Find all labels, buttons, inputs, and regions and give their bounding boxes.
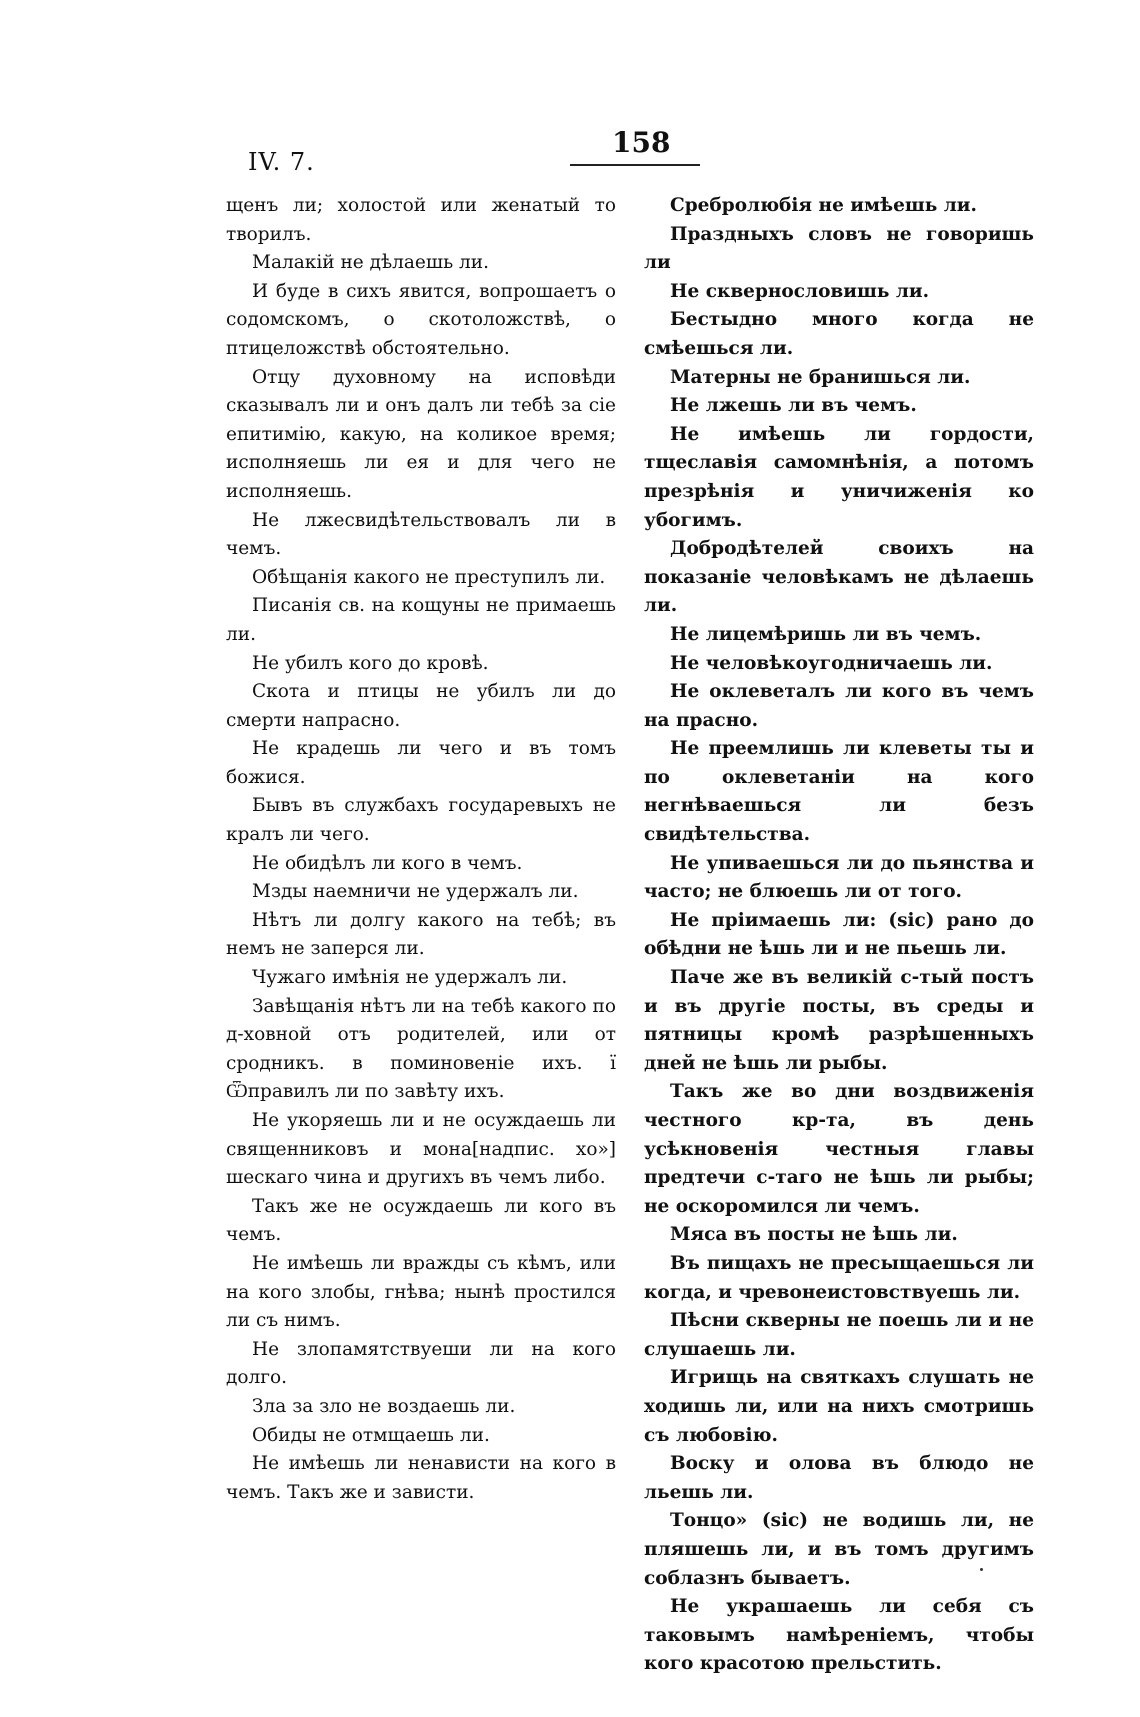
- paragraph: Завѣщанія нѣтъ ли на тебѣ какого по д-ховной отъ родителей, или от сродникъ. в поминовеніе ихъ. ї Ѿправилъ ли по завѣту ихъ.: [226, 995, 616, 1103]
- paragraph: Не убилъ кого до кровѣ.: [252, 652, 489, 674]
- paragraph: Скота и птицы не убилъ ли до смерти напрасно.: [226, 681, 616, 731]
- paragraph: Игрищь на святкахъ слушать не ходишь ли, или на нихъ смотришь съ любовію.: [644, 1367, 1034, 1446]
- paragraph: Не оклеветалъ ли кого въ чемъ на прасно.: [644, 681, 1034, 731]
- paragraph: Не лжешь ли въ чемъ.: [670, 395, 917, 417]
- paragraph: Бывъ въ службахъ государевыхъ не кралъ ли чего.: [226, 795, 616, 846]
- paragraph: Такъ же во дни воздвиженія честного кр-та, въ день усѣкновенія честныя главы предтечи с-таго не ѣшь ли рыбы; не оскоромился ли чемъ.: [644, 1081, 1034, 1217]
- paragraph: И буде в сихъ явится, вопрошаетъ о содомскомъ, о скотоложствѣ, о птицеложствѣ обстоятельно.: [226, 280, 616, 359]
- paragraph: Бестыдно много когда не смѣешься ли.: [644, 309, 1034, 359]
- paragraph: Добродѣтелей своихъ на показаніе человѣкамъ не дѣлаешь ли.: [644, 538, 1034, 617]
- paragraph: Не обидѣлъ ли кого в чемъ.: [252, 852, 523, 874]
- paragraph: Воску и олова въ блюдо не льешь ли.: [644, 1453, 1034, 1503]
- paragraph: Не крадешь ли чего и въ томъ божися.: [226, 738, 616, 788]
- paragraph: Праздныхъ словъ не говоришь ли: [644, 223, 1034, 274]
- paragraph: Матерны не бранишься ли.: [670, 366, 971, 388]
- paragraph: Не укоряешь ли и не осуждаешь ли священниковъ и мона[надпис. хо»] шескаго чина и другихъ въ чемъ либо.: [226, 1110, 616, 1189]
- paragraph: Малакій не дѣлаешь ли.: [252, 252, 489, 274]
- page-number: 158: [612, 126, 671, 159]
- right-column: [644, 192, 1034, 1679]
- paragraph: Не имѣешь ли гордости, тщеславія самомнѣнія, а потомъ презрѣнія и уничиженія ко убогимъ.: [644, 423, 1034, 531]
- paragraph: Въ пищахъ не пресыщаешься ли когда, и чревонеистовствуешь ли.: [644, 1252, 1034, 1303]
- paragraph: Не преемлишь ли клеветы ты и по оклеветаніи на кого негнѣваешься ли безъ свидѣтельства.: [644, 738, 1034, 846]
- paragraph: Сребролюбія не имѣешь ли.: [670, 195, 977, 216]
- paragraph: Пѣсни скверны не поешь ли и не слушаешь ли.: [644, 1310, 1034, 1360]
- left-column: [226, 192, 616, 1507]
- paragraph: Паче же въ великій с-тый постъ и въ другіе посты, въ среды и пятницы кромѣ разрѣшенныхъ дней не ѣшь ли рыбы.: [644, 967, 1034, 1074]
- paragraph: Не украшаешь ли себя съ таковымъ намѣреніемъ, чтобы кого красотою прельстить.: [644, 1596, 1034, 1675]
- paragraph: Обиды не отмщаешь ли.: [252, 1424, 490, 1446]
- paragraph: Не лжесвидѣтельствовалъ ли в чемъ.: [226, 509, 616, 560]
- paragraph: Обѣщанія какого не преступилъ ли.: [252, 566, 606, 588]
- header-rule: [570, 164, 700, 166]
- paragraph: Не имѣешь ли вражды съ кѣмъ, или на кого злобы, гнѣва; нынѣ простился ли съ нимъ.: [226, 1252, 616, 1332]
- paragraph: Не злопамятствуеши ли на кого долго.: [226, 1338, 616, 1389]
- paragraph: Писанія св. на кощуны не примаешь ли.: [226, 595, 616, 645]
- paragraph: Не имѣешь ли ненависти на кого в чемъ. Такъ же и зависти.: [226, 1453, 616, 1503]
- paragraph: Не человѣкоугодничаешь ли.: [670, 652, 993, 674]
- paragraph: Мяса въ посты не ѣшь ли.: [670, 1224, 958, 1246]
- paragraph: Зла за зло не воздаешь ли.: [252, 1395, 516, 1417]
- ink-speck: [980, 1568, 983, 1571]
- paragraph: Такъ же не осуждаешь ли кого въ чемъ.: [226, 1195, 616, 1246]
- paragraph: Не пріимаешь ли: (sic) рано до обѣдни не ѣшь ли и не пьешь ли.: [644, 909, 1034, 960]
- paragraph: Не упиваешься ли до пьянства и часто; не блюешь ли от того.: [644, 852, 1034, 903]
- paragraph: Тонцо» (sic) не водишь ли, не пляшешь ли, и въ томъ другимъ соблазнъ бываетъ.: [644, 1510, 1034, 1589]
- paragraph: Мзды наемничи не удержалъ ли.: [252, 881, 579, 903]
- paragraph: Чужаго имѣнія не удержалъ ли.: [252, 967, 568, 989]
- section-marker: IV. 7.: [248, 148, 315, 176]
- paragraph: Не лицемѣришь ли въ чемъ.: [670, 623, 982, 645]
- paragraph: щенъ ли; холостой или женатый то творилъ.: [226, 195, 616, 245]
- paragraph: Нѣтъ ли долгу какого на тебѣ; въ немъ не заперся ли.: [226, 909, 616, 960]
- paragraph: Не сквернословишь ли.: [670, 280, 930, 302]
- paragraph: Отцу духовному на исповѣди сказывалъ ли и онъ далъ ли тебѣ за сіе епитимію, какую, на коликое время; исполняешь ли ея и для чего не исполняешь.: [226, 366, 616, 502]
